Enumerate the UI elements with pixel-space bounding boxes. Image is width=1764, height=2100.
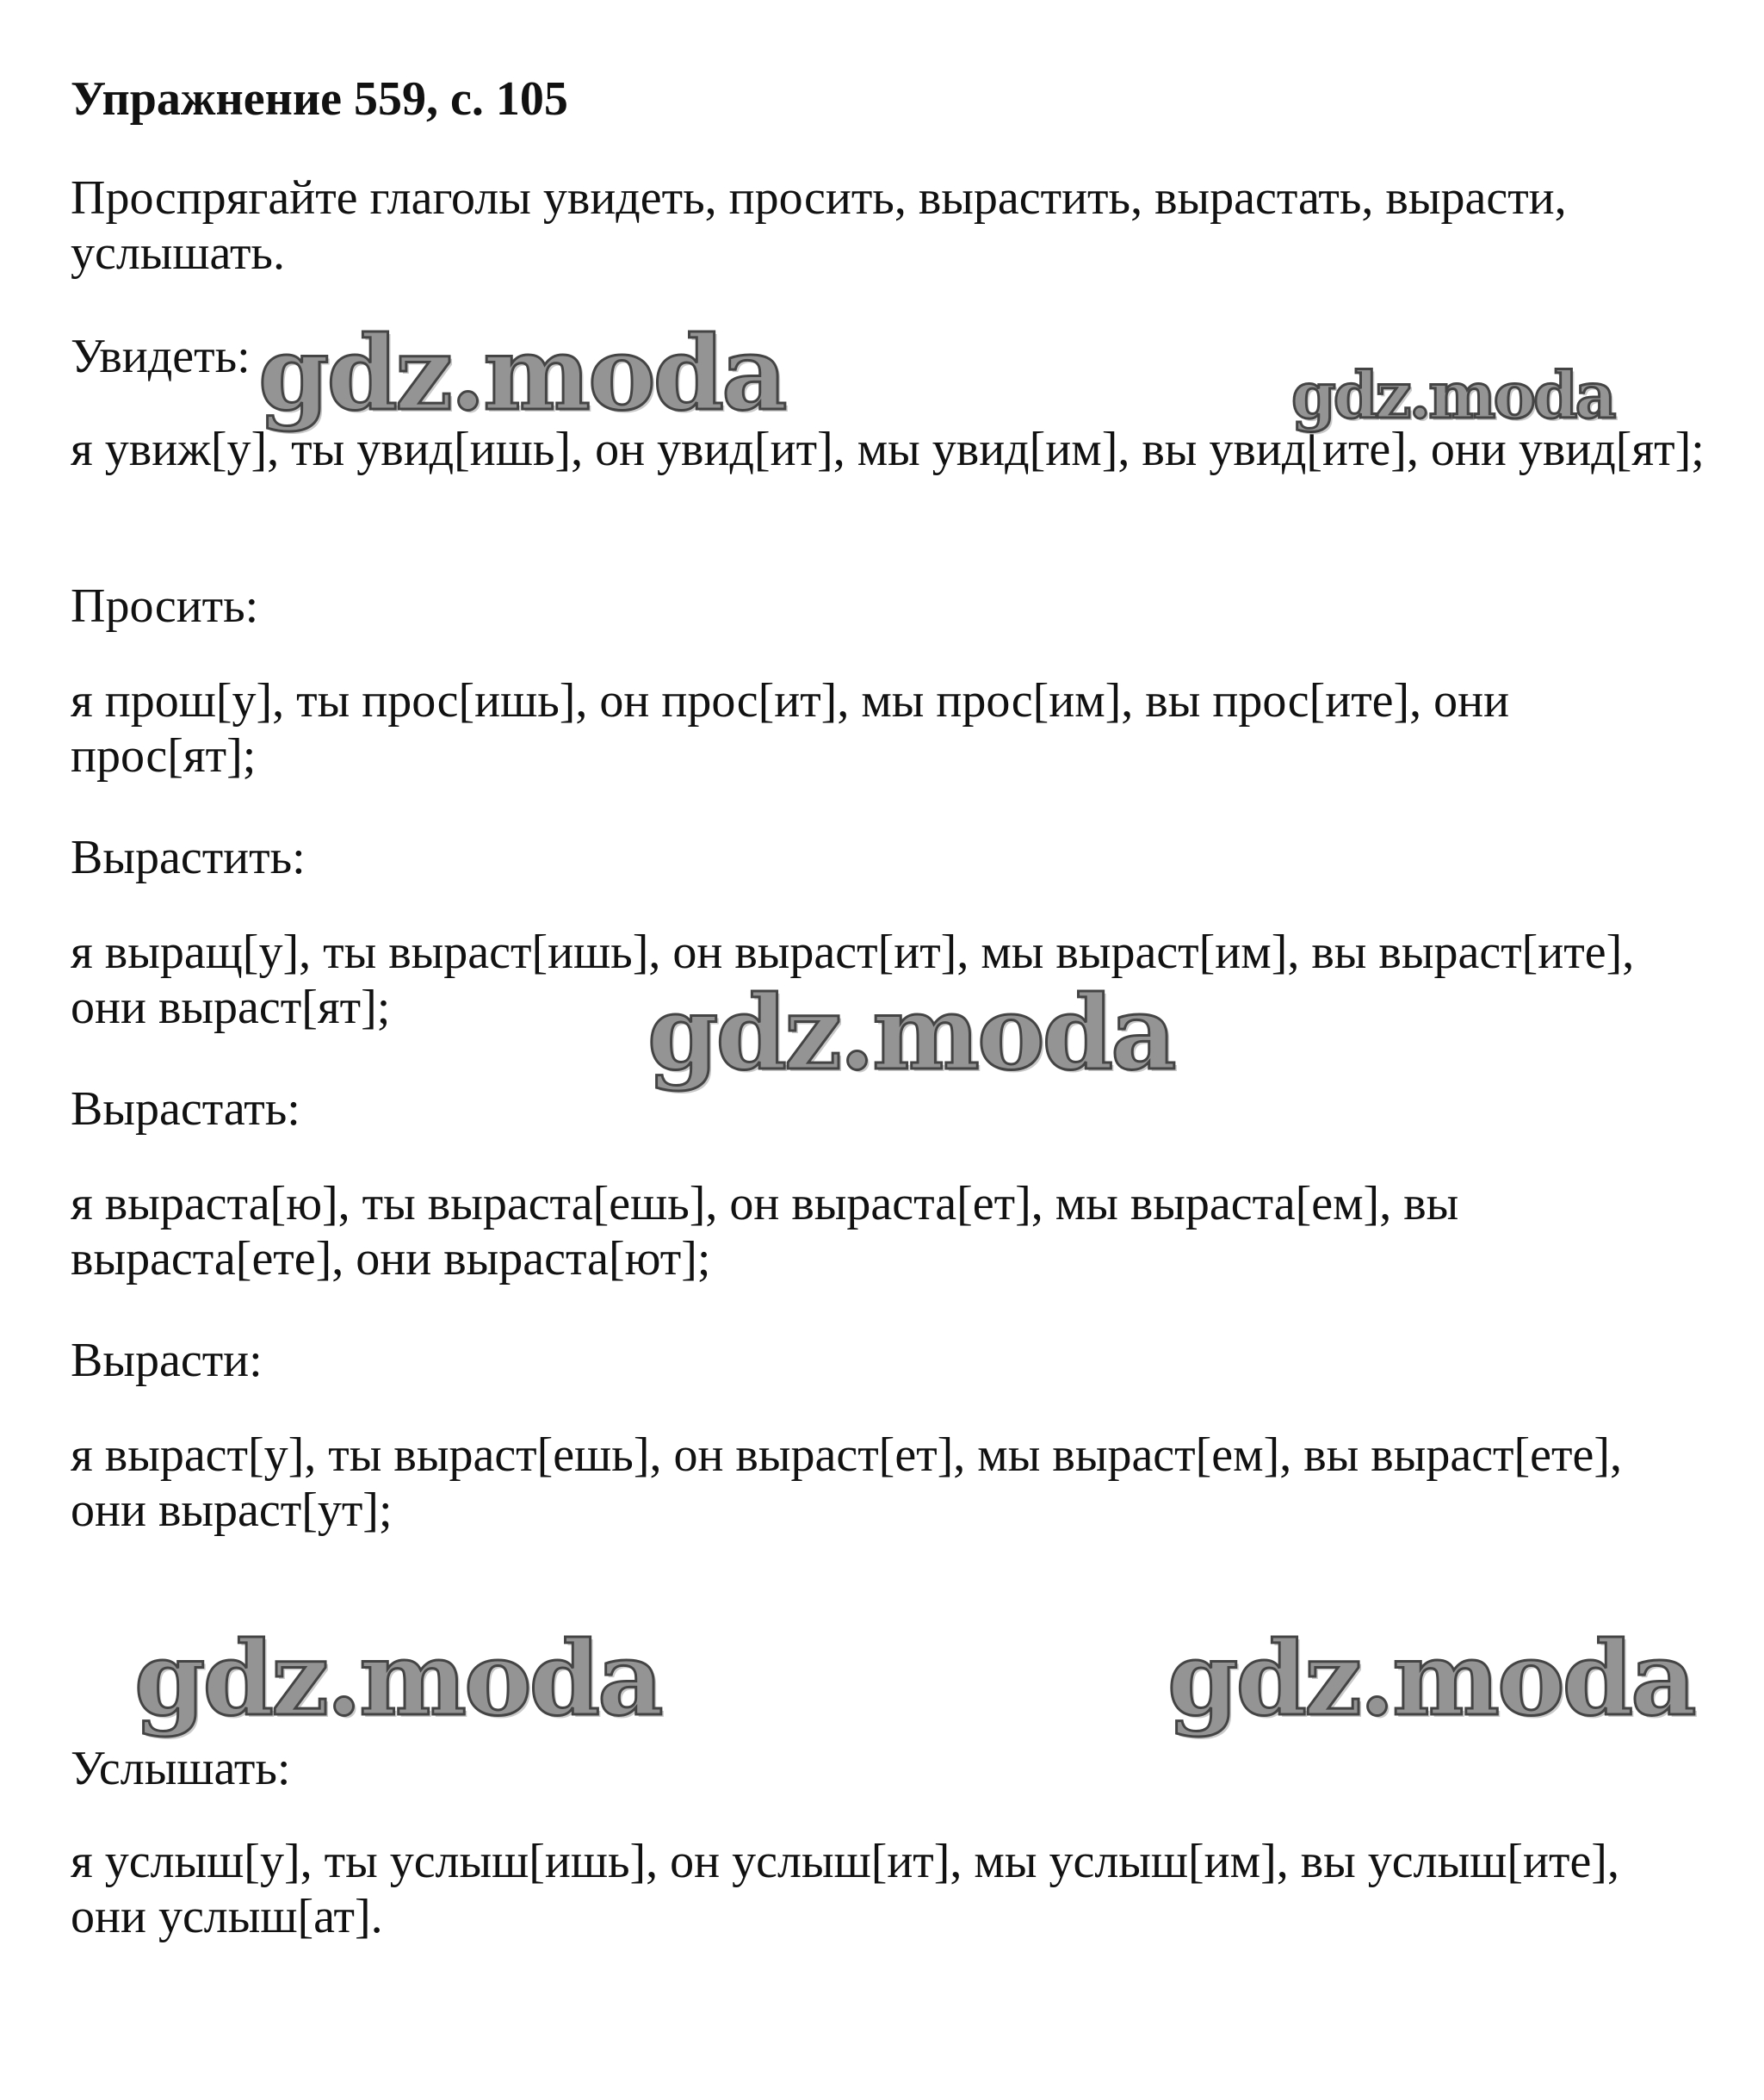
conjugation-uslyshat: я услыш[у], ты услыш[ишь], он услыш[ит], мы услыш[им], вы услыш[ите], они услыш[ат].	[71, 1835, 1619, 1943]
verb-label-uslyshat: Услышать:	[71, 1742, 291, 1795]
conjugation-vyrastat: я вырaста[ю], ты выраста[ешь], он выраста[ет], мы выраста[ем], вы выраста[ете], они выраста[ют];	[71, 1177, 1459, 1285]
verb-label-uvidet: Увидеть:	[71, 330, 251, 383]
conjugation-vyrastit: я выращ[у], ты выраст[ишь], он выраст[ит], мы выраст[им], вы выраст[ите], они выраст[ят];	[71, 926, 1635, 1034]
conjugation-uvidet: я увиж[у], ты увид[ишь], он увид[ит], мы увид[им], вы увид[ите], они увид[ят];	[71, 423, 1705, 476]
verb-label-vyrastit: Вырастить:	[71, 831, 306, 884]
watermark-logo: gdz.moda	[647, 973, 1174, 1093]
conjugation-vyrasti: я выраст[у], ты выраст[ешь], он выраст[ет], мы выраст[ем], вы выраст[ете], они выраст[ут];	[71, 1428, 1623, 1537]
exercise-title: Упражнение 559, с. 105	[71, 72, 568, 126]
watermark-logo: gdz.moda	[134, 1619, 661, 1738]
watermark-logo: gdz.moda	[1167, 1619, 1694, 1738]
verb-label-vyrasti: Вырасти:	[71, 1334, 263, 1387]
watermark-logo: gdz.moda	[258, 313, 785, 433]
task-text: Проспрягайте глаголы увидеть, просить, вырастить, вырастать, вырасти, услышать.	[71, 171, 1567, 280]
verb-label-prosit: Просить:	[71, 579, 259, 633]
watermark-logo: gdz.moda	[1291, 359, 1614, 433]
conjugation-prosit: я прош[у], ты прос[ишь], он прос[ит], мы прос[им], вы прос[ите], они прос[ят];	[71, 674, 1510, 783]
verb-label-vyrastat: Вырастать:	[71, 1082, 300, 1136]
